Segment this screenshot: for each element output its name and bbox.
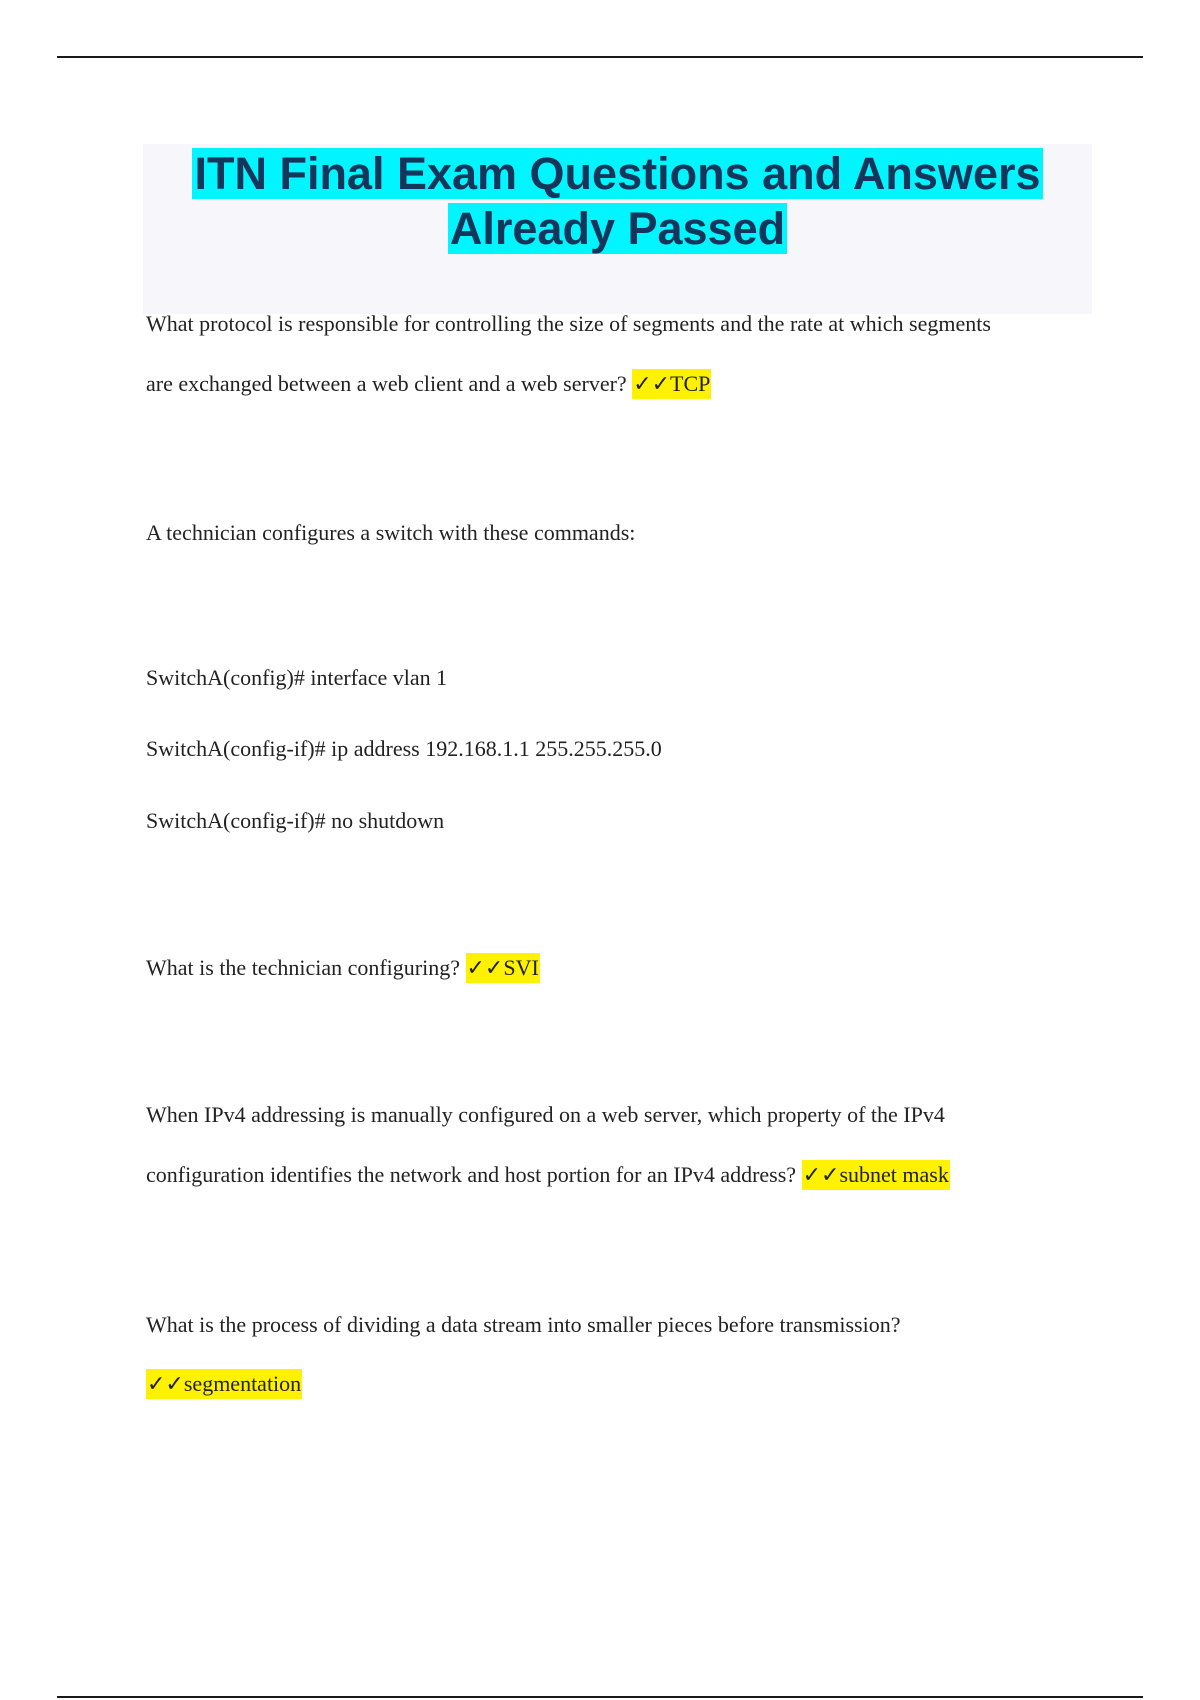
q2-answer: ✓✓SVI [466, 953, 540, 983]
q2-command-2: SwitchA(config-if)# ip address 192.168.1.1 255.255.255.0 [146, 736, 662, 761]
q3-line-1: When IPv4 addressing is manually configured on a web server, which property of the IPv4 [146, 1102, 945, 1127]
q3-line-2 [146, 1162, 950, 1188]
q4-line-1: What is the process of dividing a data stream into smaller pieces before transmission? [146, 1312, 901, 1337]
document-title [143, 144, 1092, 256]
q4-answer-line [146, 1371, 302, 1397]
q1-line-2 [146, 371, 711, 397]
q2-command-1: SwitchA(config)# interface vlan 1 [146, 665, 448, 690]
q4-answer: ✓✓segmentation [146, 1369, 302, 1399]
q1-answer: ✓✓TCP [632, 369, 711, 399]
q3-line-2-text: configuration identifies the network and host portion for an IPv4 address? [146, 1162, 802, 1187]
bottom-rule [57, 1696, 1143, 1698]
q1-line-1: What protocol is responsible for controlling the size of segments and the rate at which segments [146, 311, 991, 336]
q2-question-text: What is the technician configuring? [146, 955, 466, 980]
title-line-2: Already Passed [449, 203, 786, 254]
q1-line-2-text: are exchanged between a web client and a web server? [146, 371, 633, 396]
title-line-1: ITN Final Exam Questions and Answers [194, 148, 1041, 199]
top-rule [57, 56, 1143, 58]
q2-question [146, 955, 540, 981]
title-block [143, 144, 1092, 314]
q3-answer: ✓✓subnet mask [802, 1160, 950, 1190]
q2-command-3: SwitchA(config-if)# no shutdown [146, 808, 445, 833]
q2-intro: A technician configures a switch with these commands: [146, 520, 636, 545]
